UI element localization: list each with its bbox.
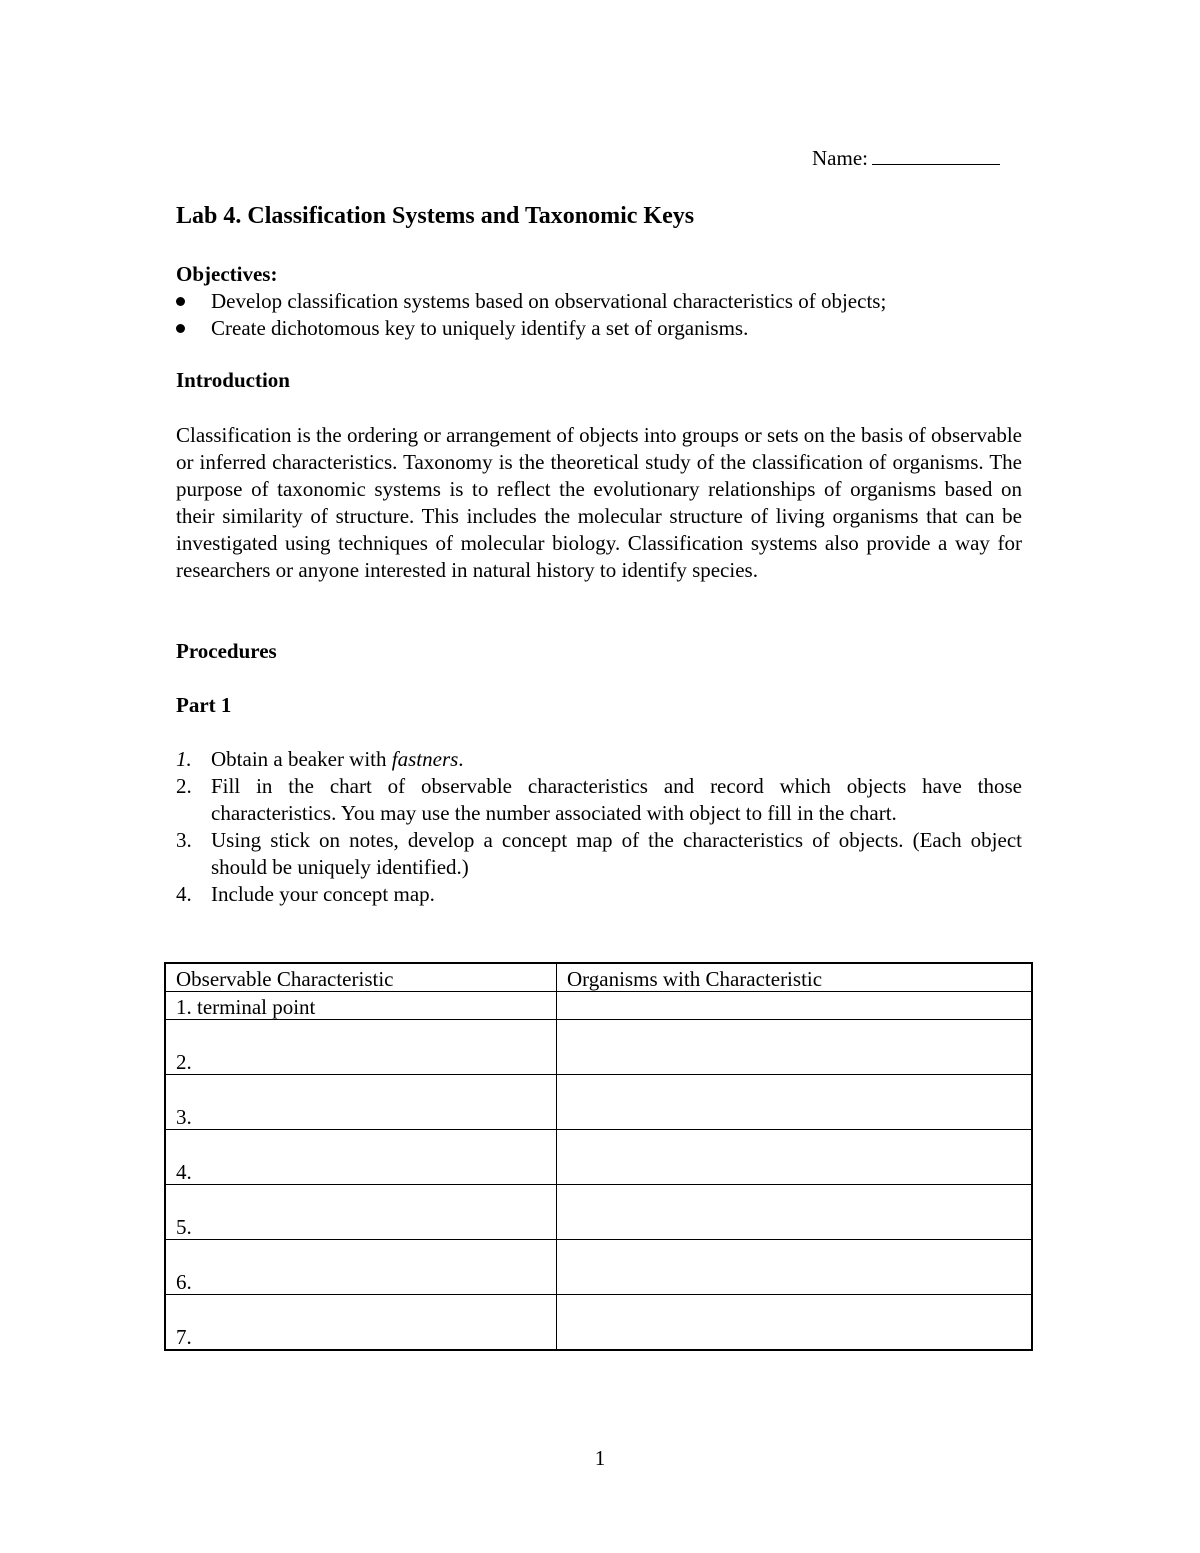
part-1-heading: Part 1: [176, 693, 232, 717]
table-row: [165, 1020, 1032, 1075]
organisms-cell[interactable]: [557, 1185, 1033, 1240]
organisms-cell[interactable]: [557, 1295, 1033, 1351]
table-row: [165, 1295, 1032, 1351]
column-header: Organisms with Characteristic: [557, 963, 1033, 992]
characteristic-cell[interactable]: 1. terminal point: [165, 992, 557, 1020]
organisms-cell[interactable]: [557, 1240, 1033, 1295]
list-item: Create dichotomous key to uniquely identify a set of organisms.: [176, 315, 886, 342]
characteristic-cell[interactable]: 3.: [165, 1075, 557, 1130]
bullet-icon: [176, 297, 185, 306]
name-field: [812, 144, 1000, 171]
organisms-cell[interactable]: [557, 992, 1033, 1020]
organisms-cell[interactable]: [557, 1020, 1033, 1075]
list-item: 3. Using stick on notes, develop a concept map of the characteristics of objects. (Each object should be uniquely identified.): [176, 828, 1022, 879]
table-row: [165, 1240, 1032, 1295]
table-header-row: [165, 963, 1032, 992]
list-item: 4. Include your concept map.: [176, 882, 435, 906]
list-item: 2. Fill in the chart of observable characteristics and record which objects have those characteristics. You may use the number associated with object to fill in the chart.: [176, 774, 1022, 825]
characteristics-table: [164, 962, 1033, 1351]
table-row: [165, 1130, 1032, 1185]
characteristic-cell[interactable]: 7.: [165, 1295, 557, 1351]
bullet-icon: [176, 324, 185, 333]
table-row: [165, 1185, 1032, 1240]
step-number: 2.: [176, 774, 192, 798]
introduction-paragraph: Classification is the ordering or arrangement of objects into groups or sets on the basis of observable or inferred characteristics. Taxonomy is the theoretical study of the classification of organisms. The purpose of taxonomic systems is to reflect the evolutionary relationships of organisms based on their similarity of structure. This includes the molecular structure of living organisms that can be investigated using techniques of molecular biology. Classification systems also provide a way for researchers or anyone interested in natural history to identify species.: [176, 423, 1022, 582]
characteristic-cell[interactable]: 6.: [165, 1240, 557, 1295]
objectives-list: [176, 288, 886, 342]
organisms-cell[interactable]: [557, 1075, 1033, 1130]
name-label: Name:: [812, 146, 868, 170]
table-row: [165, 992, 1032, 1020]
characteristic-cell[interactable]: 2.: [165, 1020, 557, 1075]
step-number: 1.: [176, 747, 192, 771]
name-blank-line[interactable]: [872, 144, 1000, 165]
introduction-heading: Introduction: [176, 368, 290, 392]
column-header: Observable Characteristic: [165, 963, 557, 992]
organisms-cell[interactable]: [557, 1130, 1033, 1185]
step-number: 4.: [176, 882, 192, 906]
characteristic-cell[interactable]: 5.: [165, 1185, 557, 1240]
list-item: 1. Obtain a beaker with fastners.: [176, 747, 464, 771]
fastners-term: fastners: [391, 747, 459, 771]
page-number: 1: [594, 1446, 606, 1470]
page-title: Lab 4. Classification Systems and Taxonomic Keys: [176, 203, 695, 229]
characteristic-cell[interactable]: 4.: [165, 1130, 557, 1185]
table-row: [165, 1075, 1032, 1130]
step-number: 3.: [176, 828, 192, 852]
procedure-steps: [176, 746, 1022, 908]
list-item: Develop classification systems based on observational characteristics of objects;: [176, 288, 886, 315]
objectives-heading: Objectives:: [176, 262, 278, 286]
procedures-heading: Procedures: [176, 639, 277, 663]
